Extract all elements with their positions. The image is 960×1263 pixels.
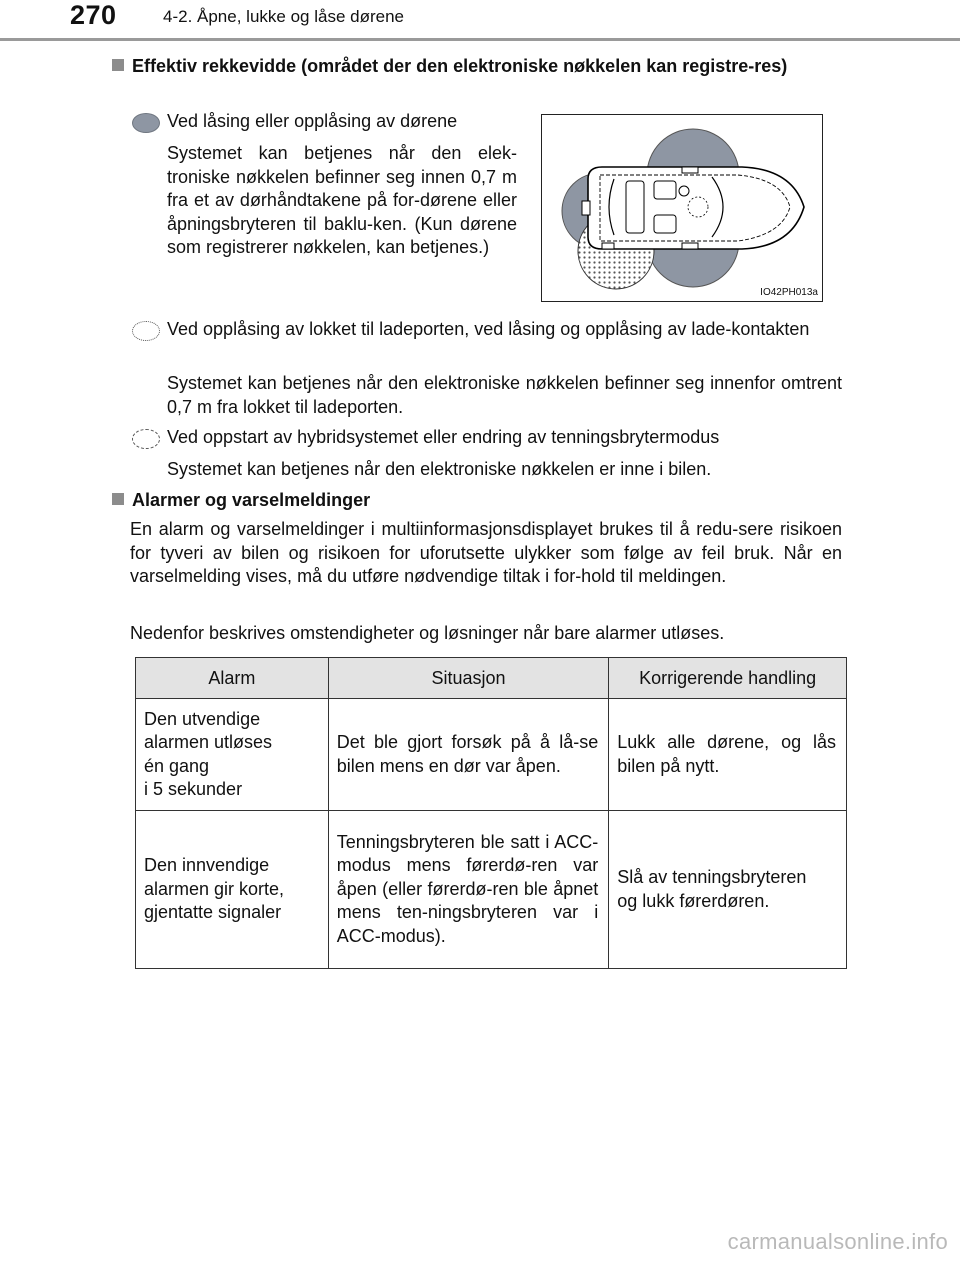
column-header-action: Korrigerende handling [609, 658, 847, 699]
item-heading-charge-port: Ved opplåsing av lokket til ladeporten, ved låsing og opplåsing av lade-kontakten [167, 319, 810, 339]
dotted-ellipse-icon [132, 321, 160, 341]
chapter-title: 4-2. Åpne, lukke og låse dørene [163, 7, 404, 26]
cell-situation: Tenningsbryteren ble satt i ACC-modus mens førerdø-ren var åpen (eller førerdø-ren ble åpnet mens ten-ningsbryteren var i ACC-modus). [328, 811, 609, 969]
watermark: carmanualsonline.info [727, 1229, 948, 1254]
table-row [136, 699, 847, 811]
door-handle-right [682, 243, 698, 249]
item-heading-hybrid-start: Ved oppstart av hybridsystemet eller endring av tenningsbrytermodus [167, 427, 720, 447]
item-text-hybrid-start: Systemet kan betjenes når den elektroniske nøkkelen er inne i bilen. [167, 459, 712, 479]
dashed-ellipse-icon [132, 429, 160, 449]
square-bullet-icon [112, 59, 124, 71]
alarms-paragraph: En alarm og varselmeldinger i multiinformasjonsdisplayet brukes til å redu-sere risikoen for tyveri av bilen og risikoen for uforutsette ulykker som følge av feil bruk. Når en varselmelding vises, må du utføre nødvendige tiltak i for-hold til meldingen. [130, 519, 842, 586]
column-header-alarm: Alarm [136, 658, 329, 699]
car-body-outline [588, 167, 804, 249]
section-heading-text: Effektiv rekkevidde (området der den elektroniske nøkkelen kan registre-res) [132, 56, 788, 76]
alarm-table [135, 657, 847, 969]
car-range-diagram [542, 115, 822, 301]
table-header-row [136, 658, 847, 699]
item-text-locking: Systemet kan betjenes når den elek-troniske nøkkelen befinner seg innen 0,7 m fra et av dørhåndtakene på for-dørene eller åpningsbryteren til baklu-ken. (Kun dørene som registrerer nøkkelen, kan betjenes.) [167, 143, 517, 257]
cell-situation: Det ble gjort forsøk på å lå-se bilen mens en dør var åpen. [328, 699, 609, 811]
figure-code: IO42PH013a [760, 287, 818, 298]
item-heading-locking: Ved låsing eller opplåsing av dørene [167, 111, 458, 131]
solid-ellipse-icon [132, 113, 160, 133]
item-text-charge-port: Systemet kan betjenes når den elektroniske nøkkelen befinner seg innenfor omtrent 0,7 m fra lokket til ladeporten. [167, 373, 842, 417]
rear-hatch-switch [582, 201, 590, 215]
detection-range-figure [541, 114, 823, 302]
column-header-situation: Situasjon [328, 658, 609, 699]
seat-front-right [654, 215, 676, 233]
table-row [136, 811, 847, 969]
square-bullet-icon [112, 493, 124, 505]
seat-front-left [654, 181, 676, 199]
charge-port-lid [602, 243, 614, 249]
header-divider [0, 38, 960, 41]
door-handle-left [682, 167, 698, 173]
cell-action: Lukk alle dørene, og lås bilen på nytt. [609, 699, 847, 811]
cell-alarm: Den innvendige alarmen gir korte, gjentatte signaler [136, 811, 329, 969]
section-heading-alarms [112, 489, 847, 512]
rear-seat [626, 181, 644, 233]
page-number: 270 [70, 0, 117, 30]
alarms-intro: Nedenfor beskrives omstendigheter og løsninger når bare alarmer utløses. [130, 623, 725, 643]
cell-action: Slå av tenningsbryteren og lukk førerdøren. [609, 811, 847, 969]
section-heading-text: Alarmer og varselmeldinger [132, 490, 371, 510]
cell-alarm: Den utvendige alarmen utløses én gang i 5 sekunder [136, 699, 329, 811]
section-heading-range [112, 55, 847, 78]
